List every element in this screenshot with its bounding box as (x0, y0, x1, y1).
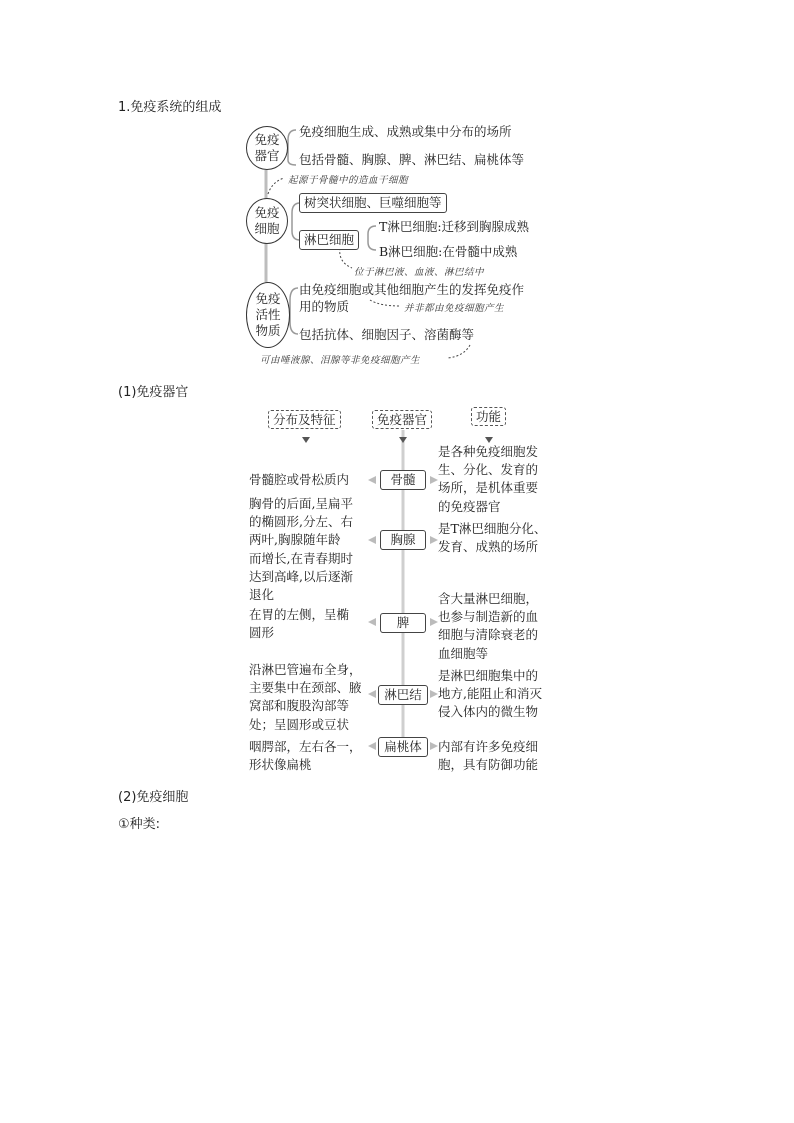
function-thymus: 是T淋巴细胞分化、 发育、成熟的场所 (438, 521, 547, 555)
column-header-function: 功能 (471, 407, 506, 426)
organ-box-lymph-node: 淋巴结 (378, 685, 428, 705)
organ-box-spleen: 脾 (380, 613, 426, 633)
note-lysozyme-source: 可由唾液腺、泪腺等非免疫细胞产生 (260, 355, 421, 366)
function-lymph-node: 是淋巴细胞集中的 地方,能阻止和消灭 侵入体内的微生物 (438, 668, 542, 720)
organ-description-2: 包括骨髓、胸腺、脾、淋巴结、扁桃体等 (299, 152, 525, 167)
organ-box-bone-marrow: 骨髓 (380, 470, 426, 490)
substance-description-1a: 由免疫细胞或其他细胞产生的发挥免疫作 (299, 282, 525, 297)
distribution-bone-marrow: 骨髓腔或骨松质内 (249, 472, 350, 487)
column-header-organ: 免疫器官 (372, 410, 432, 429)
function-tonsil: 内部有许多免疫细 胞，具有防御功能 (438, 739, 539, 773)
distribution-tonsil: 咽腭部，左右各一， 形状像扁桃 (249, 739, 362, 773)
column-header-distribution: 分布及特征 (268, 410, 341, 429)
t-lymphocyte-text: T淋巴细胞:迁移到胸腺成熟 (379, 219, 530, 234)
section-heading-immune-cells: (2)免疫细胞 (118, 790, 189, 805)
substance-description-1b: 用的物质 (299, 299, 350, 314)
note-location: 位于淋巴液、血液、淋巴结中 (354, 267, 485, 278)
note-origin: 起源于骨髓中的造血干细胞 (288, 175, 409, 186)
substance-description-2: 包括抗体、细胞因子、溶菌酶等 (299, 327, 475, 342)
section-heading-immune-organs: (1)免疫器官 (118, 385, 189, 400)
organ-description-1: 免疫细胞生成、成熟或集中分布的场所 (299, 124, 512, 139)
node-immune-active-substance: 免疫活性物质 (246, 282, 290, 348)
distribution-thymus: 胸骨的后面,呈扁平 的椭圆形,分左、右 两叶,胸腺随年龄 而增长,在青春期时 达到高峰,以后逐渐 退化 (249, 496, 353, 603)
note-not-only-immune-cells: 并非都由免疫细胞产生 (404, 303, 505, 314)
kinds-label: ①种类: (118, 817, 161, 832)
distribution-lymph-node: 沿淋巴管遍布全身， 主要集中在颈部、腋 窝部和腹股沟部等 处；呈圆形或豆状 (249, 662, 362, 732)
distribution-spleen: 在胃的左侧，呈椭 圆形 (249, 607, 350, 641)
box-lymphocyte: 淋巴细胞 (299, 230, 359, 250)
b-lymphocyte-text: B淋巴细胞:在骨髓中成熟 (379, 244, 518, 259)
node-immune-organ: 免疫器官 (246, 126, 288, 170)
section-heading-immune-system: 1.免疫系统的组成 (118, 100, 222, 115)
organ-box-tonsil: 扁桃体 (378, 737, 428, 757)
box-dendritic-macrophage: 树突状细胞、巨噬细胞等 (299, 193, 447, 213)
function-bone-marrow: 是各种免疫细胞发 生、分化、发育的 场所，是机体重要 的免疫器官 (438, 444, 539, 514)
node-immune-cell: 免疫细胞 (246, 198, 288, 244)
organ-box-thymus: 胸腺 (380, 530, 426, 550)
function-spleen: 含大量淋巴细胞， 也参与制造新的血 细胞与清除衰老的 血细胞等 (438, 591, 539, 661)
